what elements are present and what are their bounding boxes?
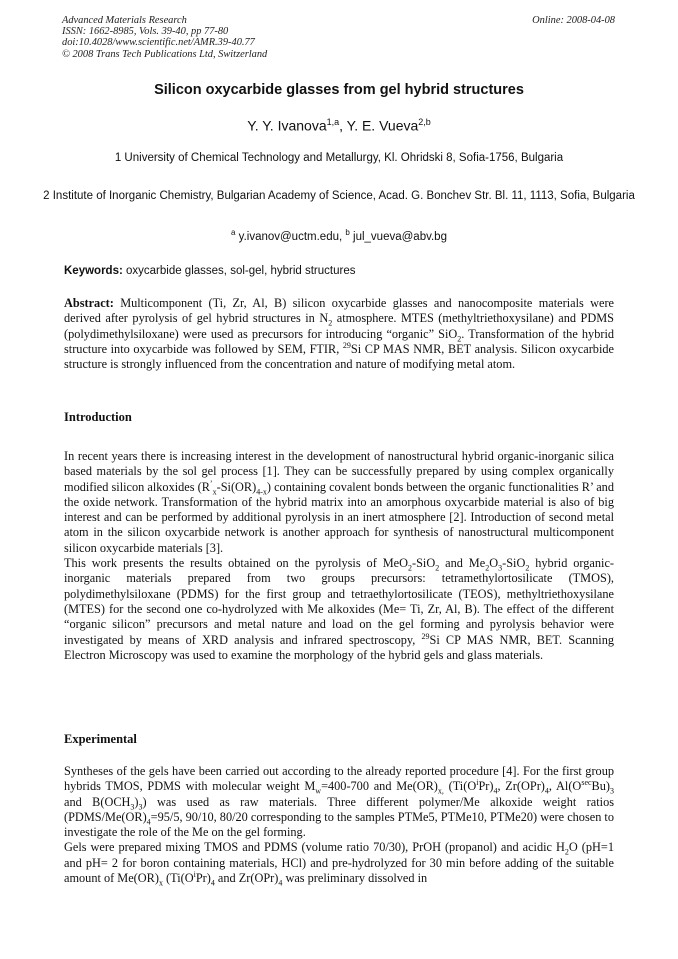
superscript: 29 <box>342 340 351 350</box>
text-run: In recent years there is increasing interest in the development of nanostructural hybrid organic-inorganic silica based materials by the sol gel process [1]. They can be successfully prepared by using complex organically modified silicon alkoxides (R <box>64 449 614 494</box>
subscript: 2 <box>457 334 462 344</box>
subscript: 4 <box>146 817 151 827</box>
text-run: (Ti(O <box>162 871 194 886</box>
text-run: ) containing covalent bonds between the organic functionalities R’ and the oxide network. Transformation of the hybrid matrix into an amorphous oxycarbide material is also of big interest and can be performed by additional pyrolysis in an inert atmosphere [2]. Introduction of second metal atom in the silicon oxycarbide network is another approach for synthesis of nanostructural multicomponent silicon oxycarbide materials [3]. <box>64 479 614 555</box>
journal-header <box>62 15 615 60</box>
subscript: x <box>212 487 217 497</box>
subscript: 4-x <box>256 487 267 497</box>
subscript: 4 <box>210 878 215 888</box>
subscript: 2 <box>435 563 440 573</box>
text-run: and B(OCH <box>64 794 131 809</box>
superscript: 29 <box>421 631 430 641</box>
email-link[interactable]: y.ivanov@uctm.edu <box>238 230 339 243</box>
text-run: . Transformation of the hybrid structure into oxycarbide was followed by SEM, FTIR, <box>64 326 615 356</box>
intro-paragraph-2 <box>64 556 614 663</box>
subscript: 4 <box>278 878 283 888</box>
keywords-label: Keywords: <box>64 265 123 277</box>
emails <box>0 228 678 243</box>
subscript: x, <box>437 786 444 796</box>
text-run: -SiO <box>502 556 526 571</box>
text-run: and Me <box>439 556 486 571</box>
text-run: , Al(O <box>548 779 582 794</box>
introduction-heading: Introduction <box>64 410 132 424</box>
text-run: , Zr(OPr) <box>497 779 545 794</box>
experimental-heading: Experimental <box>64 732 137 746</box>
author-sup: 1,a <box>326 117 340 127</box>
text-run: Bu) <box>591 779 610 794</box>
doi: doi:10.4028/www.scientific.net/AMR.39-40.77 <box>62 37 255 49</box>
superscript: i <box>193 869 196 879</box>
abstract <box>64 296 614 372</box>
affiliation-1: 1 University of Chemical Technology and Metallurgy, Kl. Ohridski 8, Sofia-1756, Bulgaria <box>114 152 564 164</box>
subscript: 3 <box>610 786 614 796</box>
subscript: 4 <box>544 786 549 796</box>
text-run: ) was used as raw materials. Three different polymer/Me alkoxide weight ratios (PDMS/Me(OR) <box>64 794 614 824</box>
online-date: Online: 2008-04-08 <box>532 15 615 26</box>
author-separator: , <box>339 117 347 134</box>
superscript: i <box>476 778 479 788</box>
experimental-body <box>64 764 614 886</box>
abstract-paragraph <box>64 296 614 372</box>
text-run: was preliminary dissolved in <box>282 871 428 886</box>
subscript: 2 <box>328 318 333 328</box>
text-run: Gels were prepared mixing TMOS and PDMS (volume ratio 70/30), PrOH (propanol) and acidic H <box>64 840 565 855</box>
text-run: Syntheses of the gels have been carried out according to the already reported procedure [4]. For the first group hybrids TMOS, PDMS with molecular weight M <box>64 764 614 794</box>
exp-paragraph-2 <box>64 840 614 886</box>
text-run: This work presents the results obtained on the pyrolysis of MeO <box>64 556 408 571</box>
exp-paragraph-1 <box>64 764 614 840</box>
paper-title: Silicon oxycarbide glasses from gel hybrid structures <box>154 82 524 98</box>
text-run: O (pH=1 and pH= 2 for boron containing materials, HCl) and pre-hydrolyzed for 30 min before adding of the suitable amount of Me(OR) <box>64 840 614 886</box>
text-run: Multicomponent (Ti, Zr, Al, B) silicon oxycarbide glasses and nanocomposite materials were derived after pyrolysis of gel hybrid structures in N <box>64 296 614 326</box>
subscript: w <box>315 786 322 796</box>
text-run: Si CP MAS NMR, BET analysis. Silicon oxycarbide structure is strongly influenced from the concentration and nature of modifying metal atom. <box>64 341 614 372</box>
keywords <box>64 265 614 277</box>
text-run: hybrid organic-inorganic materials prepared from two groups precursors: tetramethylortosilicate (TMOS), polydimethylsiloxane (PDMS) for the first group and tetraethylortosilicate (TEOS), methyltriethoxysilane (MTES) for the second one co-hydrolyzed with Me alkoxides (Me= Ti, Zr, Al, B). The effect of the different “organic silicon” precursors and metal nature and load on the gel forming and pyrolysis behavior were investigated by means of XRD analysis and infrared spectroscopy, <box>64 556 615 647</box>
text-run: Si CP MAS NMR, BET. Scanning Electron Microscopy was used to examine the morphology of the hybrid gels and glass materials. <box>64 632 615 662</box>
subscript: x <box>158 878 163 888</box>
author-sup: 2,b <box>418 117 431 127</box>
authors <box>0 117 678 134</box>
subscript: 3 <box>498 563 503 573</box>
subscript: 2 <box>407 563 412 573</box>
text-run: ) <box>134 794 139 809</box>
email-sup: a <box>231 228 236 237</box>
text-run: Pr) <box>195 871 211 886</box>
issn: ISSN: 1662-8985, Vols. 39-40, pp 77-80 <box>62 26 229 38</box>
copyright: © 2008 Trans Tech Publications Ltd, Switzerland <box>62 48 268 60</box>
affiliation-2: 2 Institute of Inorganic Chemistry, Bulgarian Academy of Science, Acad. G. Bonchev Str. Bl. 11, 1113, Sofia, Bulgaria <box>43 190 635 202</box>
author-name: Y. Y. Ivanova <box>247 117 327 134</box>
keywords-text: oxycarbide glasses, sol-gel, hybrid structures <box>126 265 356 277</box>
text-run: -SiO <box>411 556 436 571</box>
text-run: =95/5, 90/10, 80/20 corresponding to the samples PTMe5, PTMe10, PTMe20) were chosen to investigate the role of the Me on the gel forming. <box>64 809 614 840</box>
abstract-label: Abstract: <box>64 296 114 310</box>
subscript: 4 <box>493 786 498 796</box>
email-sup: b <box>345 228 350 237</box>
subscript: 3 <box>138 802 143 812</box>
subscript: 2 <box>564 847 569 857</box>
email-link[interactable]: jul_vueva@abv.bg <box>353 230 447 243</box>
text-run: O <box>489 556 499 571</box>
text-run: atmosphere. MTES (methyltriethoxysilane) and PDMS (polydimethylsiloxane) were used as precursors for introducing “organic” SiO <box>64 311 614 341</box>
email-separator: , <box>338 230 346 243</box>
intro-paragraph-1 <box>64 449 614 556</box>
text-run: (Ti(O <box>443 779 477 794</box>
text-run: Pr) <box>478 779 494 794</box>
superscript: sec <box>581 778 592 788</box>
introduction-body <box>64 449 614 663</box>
subscript: 2 <box>525 563 530 573</box>
superscript: ’ <box>209 478 213 488</box>
subscript: 3 <box>130 802 135 812</box>
author-name: Y. E. Vueva <box>346 117 419 134</box>
text-run: and Zr(OPr) <box>214 871 279 886</box>
text-run: =400-700 and Me(OR) <box>321 779 438 794</box>
subscript: 2 <box>485 563 490 573</box>
text-run: -Si(OR) <box>216 479 257 494</box>
journal-name: Advanced Materials Research <box>62 15 187 26</box>
